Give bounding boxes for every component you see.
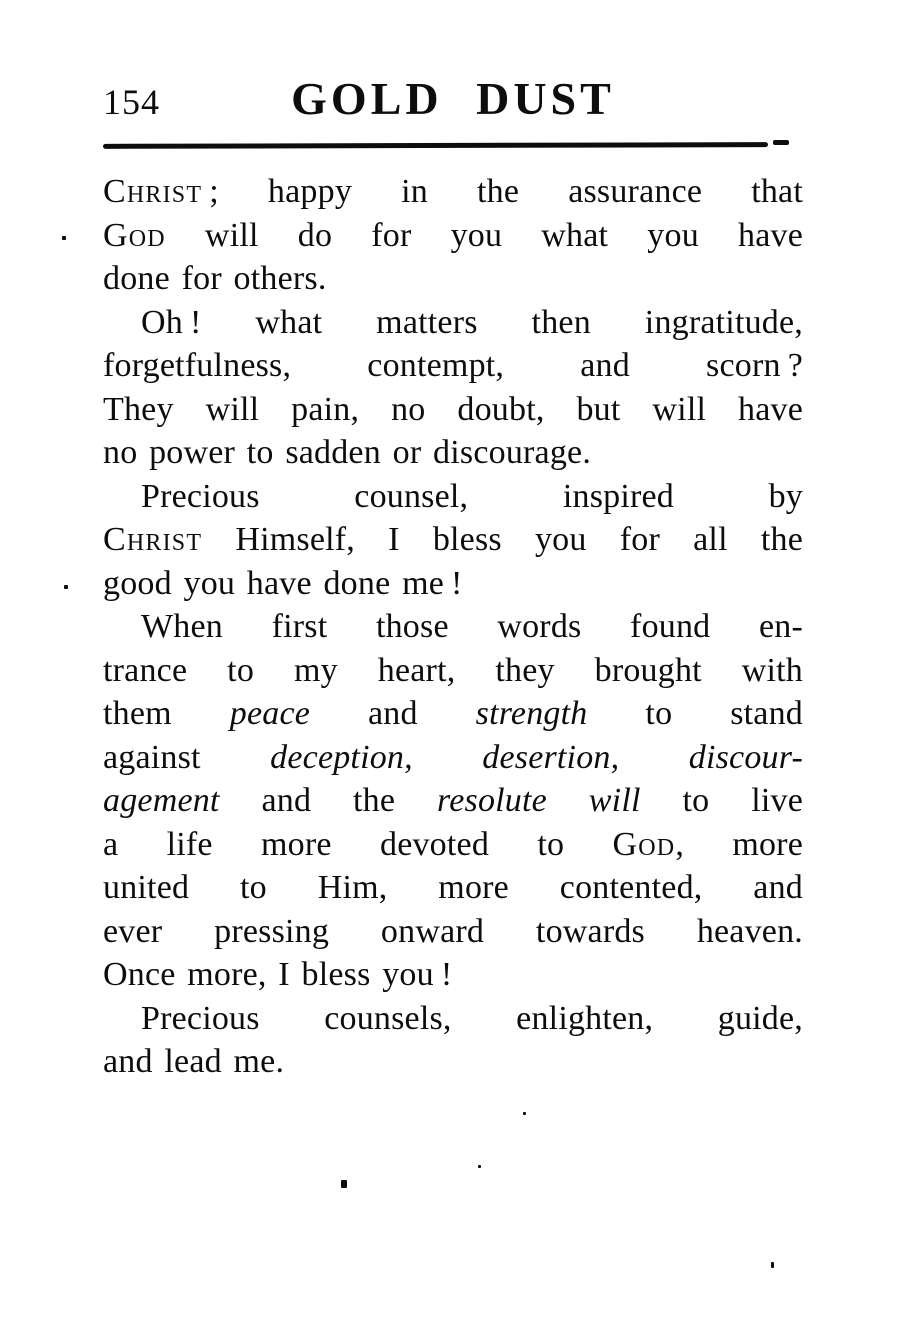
plain-text: Oh ! what matters then ingratitude,	[141, 303, 803, 341]
plain-text: and lead me.	[103, 1043, 285, 1080]
scan-speck	[771, 1262, 774, 1268]
text-line	[103, 301, 803, 345]
plain-text: them	[103, 695, 230, 732]
plain-text: trance to my heart, they brought with	[103, 651, 803, 689]
text-line	[103, 910, 803, 954]
text-line	[103, 344, 803, 388]
small-caps-text: God	[612, 825, 676, 863]
italic-text: peace	[229, 695, 311, 732]
plain-text: Precious counsels, enlighten, guide,	[141, 999, 803, 1037]
body-text	[103, 170, 803, 1084]
plain-text: will do for you what you have	[165, 216, 803, 254]
paragraph	[103, 170, 803, 301]
small-caps-text: Christ	[103, 173, 203, 210]
plain-text: Himself, I bless you for all the	[202, 521, 803, 558]
plain-text: They will pain, no doubt, but will have	[103, 390, 803, 428]
italic-text: deception, desertion, discour-	[270, 738, 803, 776]
plain-text: to stand	[587, 695, 803, 732]
plain-text: good you have done me !	[103, 564, 463, 602]
small-caps-text: Christ	[103, 521, 203, 558]
plain-text: and the	[219, 782, 438, 819]
paragraph	[103, 605, 803, 997]
paragraph	[103, 997, 803, 1084]
text-line	[103, 562, 803, 606]
header-rule-dash	[773, 140, 789, 145]
scan-speck	[523, 1112, 526, 1115]
scan-speck	[341, 1180, 347, 1188]
text-line	[103, 866, 803, 910]
plain-text: and	[310, 695, 476, 732]
text-line	[103, 736, 803, 780]
text-line	[103, 953, 803, 997]
text-line	[103, 475, 803, 519]
text-line	[103, 518, 803, 562]
text-line	[103, 823, 803, 867]
text-line	[103, 1040, 803, 1084]
plain-text: When first those words found en-	[141, 608, 803, 645]
text-line	[103, 431, 803, 475]
text-line	[103, 605, 803, 649]
plain-text: against	[103, 738, 271, 776]
plain-text: Precious counsel, inspired by	[141, 477, 803, 515]
text-line	[103, 649, 803, 693]
plain-text: a life more devoted to	[103, 825, 613, 863]
page-title: GOLD DUST	[291, 73, 615, 124]
italic-text: agement	[103, 782, 220, 819]
scan-speck	[62, 236, 66, 240]
plain-text: to live	[640, 782, 803, 819]
plain-text: done for others.	[103, 260, 327, 297]
header-rule	[103, 139, 803, 153]
italic-text: strength	[475, 695, 588, 732]
plain-text: ; happy in the assurance that	[202, 173, 803, 210]
text-line	[103, 388, 803, 432]
plain-text: ever pressing onward towards heaven.	[103, 912, 803, 950]
plain-text: , more	[675, 825, 803, 863]
plain-text: no power to sadden or discourage.	[103, 434, 592, 471]
page-header	[103, 72, 803, 122]
text-line	[103, 779, 803, 823]
paragraph	[103, 301, 803, 475]
text-line	[103, 257, 803, 301]
small-caps-text: God	[103, 216, 166, 254]
header-rule-line	[103, 142, 768, 149]
scan-speck	[64, 585, 68, 589]
text-line	[103, 214, 803, 258]
page-number: 154	[103, 82, 160, 122]
text-line	[103, 997, 803, 1041]
scan-speck	[478, 1165, 481, 1168]
text-line	[103, 692, 803, 736]
italic-text: resolute will	[437, 782, 641, 819]
plain-text: Once more, I bless you !	[103, 956, 453, 993]
paragraph	[103, 475, 803, 606]
text-line	[103, 170, 803, 214]
plain-text: forgetfulness, contempt, and scorn ?	[103, 347, 803, 384]
plain-text: united to Him, more contented, and	[103, 869, 803, 906]
